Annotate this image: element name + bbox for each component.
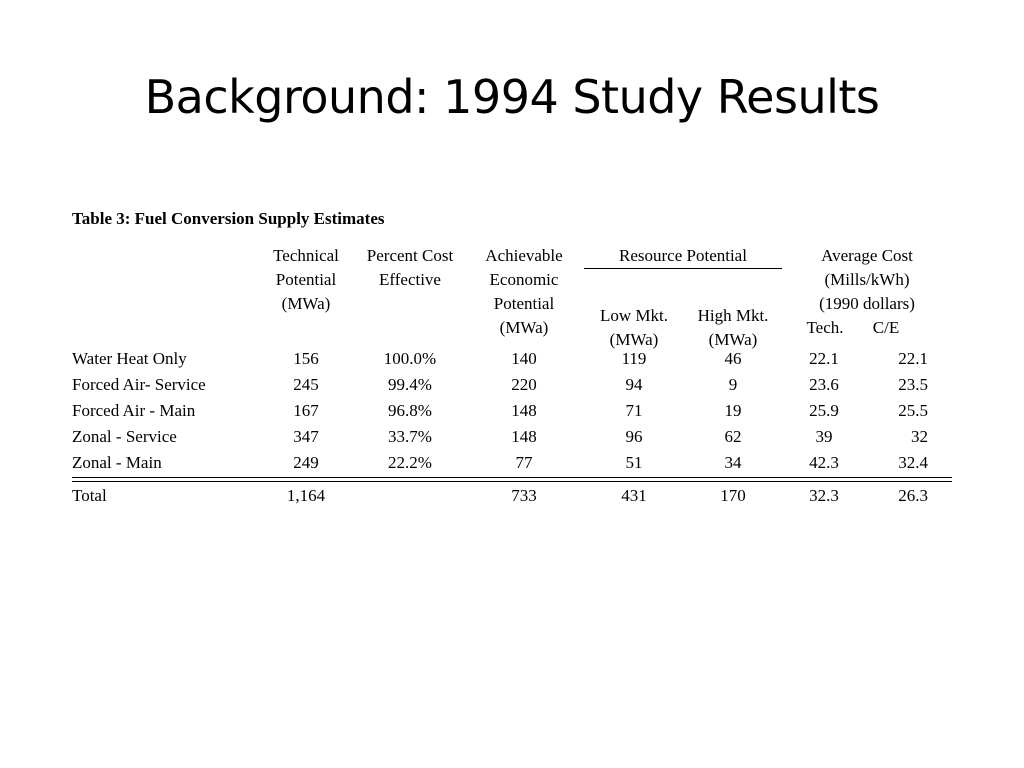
cell-achievable: 733 bbox=[511, 486, 537, 505]
table-body bbox=[72, 346, 952, 476]
cell-percent: 99.4% bbox=[388, 375, 432, 394]
cell-achievable: 140 bbox=[511, 349, 537, 368]
slide-title: Background: 1994 Study Results bbox=[144, 70, 880, 124]
cell-low: 51 bbox=[625, 453, 643, 472]
cell-high: 9 bbox=[728, 375, 738, 394]
cell-name: Zonal - Service bbox=[72, 427, 177, 446]
total-row bbox=[72, 482, 952, 510]
cell-technical: 167 bbox=[293, 401, 319, 420]
cell-low: 94 bbox=[625, 375, 643, 394]
cell-high: 34 bbox=[724, 453, 742, 472]
header-resource-potential: Resource Potential bbox=[584, 244, 782, 269]
cell-technical: 347 bbox=[293, 427, 319, 446]
cell-tech: 39 bbox=[815, 427, 833, 446]
cell-ce: 23.5 bbox=[898, 375, 928, 394]
header-low-market: Low Mkt. (MWa) bbox=[600, 306, 668, 349]
cell-ce: 26.3 bbox=[898, 486, 928, 505]
cell-low: 119 bbox=[621, 349, 647, 368]
header-average-cost: Average Cost (Mills/kWh) (1990 dollars) bbox=[819, 246, 915, 313]
cell-technical: 1,164 bbox=[286, 486, 326, 505]
cell-tech: 25.9 bbox=[809, 401, 839, 420]
cell-ce: 32.4 bbox=[898, 453, 928, 472]
table-total bbox=[72, 482, 952, 510]
cell-high: 170 bbox=[720, 486, 746, 505]
cell-tech: 23.6 bbox=[809, 375, 839, 394]
cell-name: Forced Air - Main bbox=[72, 401, 196, 420]
cell-name: Total bbox=[72, 486, 107, 505]
cell-low: 71 bbox=[625, 401, 643, 420]
header-high-market: High Mkt. (MWa) bbox=[697, 306, 769, 349]
cell-technical: 249 bbox=[293, 453, 319, 472]
table-caption: Table 3: Fuel Conversion Supply Estimates bbox=[72, 209, 385, 228]
cell-achievable: 148 bbox=[511, 401, 537, 420]
table-row bbox=[72, 398, 952, 424]
cell-technical: 245 bbox=[293, 375, 319, 394]
cell-ce: 25.5 bbox=[898, 401, 928, 420]
header-achievable-potential: Achievable Economic Potential (MWa) bbox=[485, 246, 563, 337]
cell-ce: 22.1 bbox=[898, 349, 928, 368]
supply-estimates-table bbox=[72, 208, 952, 510]
cell-percent: 100.0% bbox=[383, 349, 437, 368]
cell-high: 46 bbox=[724, 349, 742, 368]
cell-tech: 42.3 bbox=[809, 453, 839, 472]
header-ce: C/E bbox=[872, 318, 900, 337]
cell-technical: 156 bbox=[293, 349, 319, 368]
cell-tech: 22.1 bbox=[809, 349, 839, 368]
cell-percent: 22.2% bbox=[388, 453, 432, 472]
table-row bbox=[72, 346, 952, 372]
cell-ce: 32 bbox=[911, 427, 928, 446]
table-row bbox=[72, 450, 952, 476]
header-technical-potential: Technical Potential (MWa) bbox=[273, 246, 339, 313]
table-row bbox=[72, 372, 952, 398]
cell-achievable: 77 bbox=[515, 453, 533, 472]
cell-high: 62 bbox=[724, 427, 742, 446]
header-tech: Tech. bbox=[806, 318, 844, 337]
cell-achievable: 148 bbox=[511, 427, 537, 446]
cell-percent: 33.7% bbox=[388, 427, 432, 446]
cell-tech: 32.3 bbox=[809, 486, 839, 505]
header-percent-cost-effective: Percent Cost Effective bbox=[366, 246, 454, 289]
table-row bbox=[72, 424, 952, 450]
cell-name: Forced Air- Service bbox=[72, 375, 206, 394]
table-header bbox=[72, 236, 952, 349]
cell-high: 19 bbox=[724, 401, 742, 420]
cell-name: Zonal - Main bbox=[72, 453, 162, 472]
cell-low: 96 bbox=[625, 427, 643, 446]
cell-percent: 96.8% bbox=[388, 401, 432, 420]
cell-low: 431 bbox=[621, 486, 647, 505]
cell-name: Water Heat Only bbox=[72, 349, 187, 368]
cell-achievable: 220 bbox=[511, 375, 537, 394]
